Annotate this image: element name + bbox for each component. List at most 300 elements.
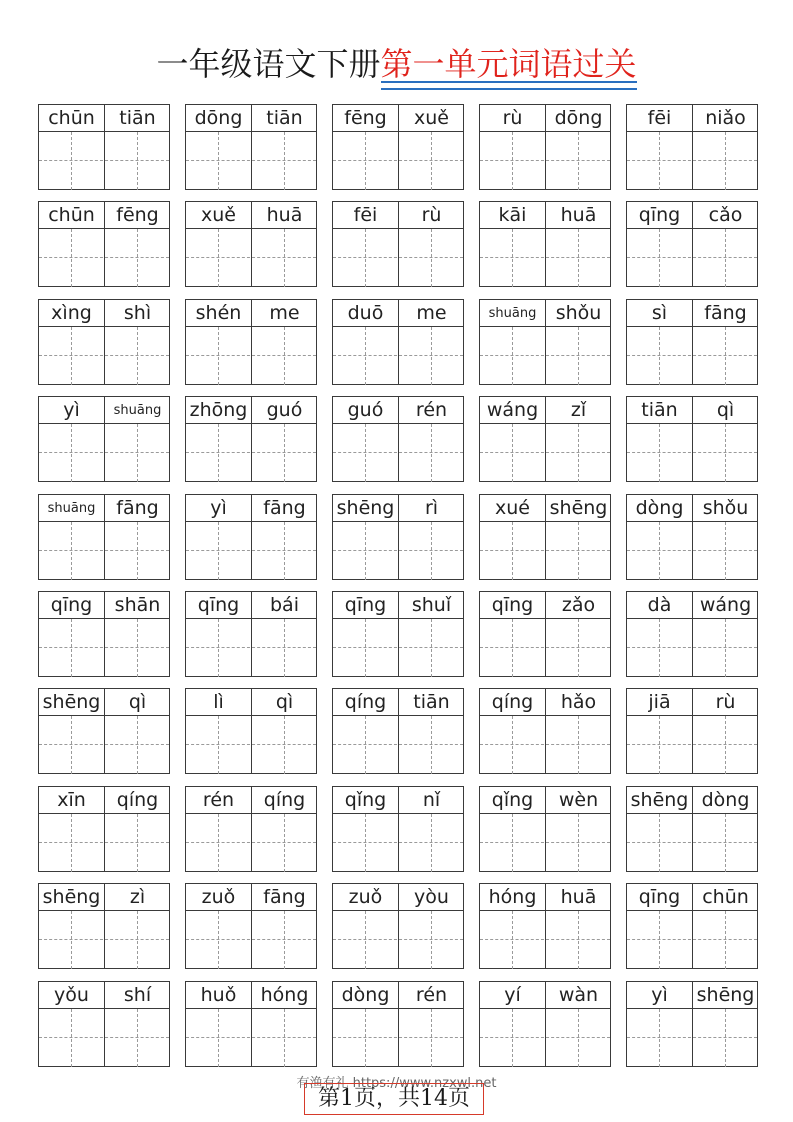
guide-line-horizontal	[333, 842, 463, 843]
pinyin-label: guó	[266, 399, 303, 421]
guide-line-vertical	[365, 424, 366, 482]
pinyin-label: yì	[651, 984, 668, 1006]
guide-line-horizontal	[39, 550, 169, 551]
guide-line-vertical	[284, 1009, 285, 1067]
guide-line-vertical	[218, 911, 219, 969]
guide-line-vertical	[137, 911, 138, 969]
guide-line-horizontal	[480, 939, 610, 940]
guide-line-vertical	[365, 619, 366, 677]
guide-line-vertical	[659, 814, 660, 872]
pinyin-label: duō	[347, 302, 384, 324]
guide-line-vertical	[725, 132, 726, 190]
pinyin-label: chūn	[702, 886, 749, 908]
pinyin-label: qǐng	[491, 789, 534, 811]
guide-line-horizontal	[333, 257, 463, 258]
word-box	[185, 299, 317, 385]
pinyin-label: fāng	[263, 497, 306, 519]
guide-line-horizontal	[480, 257, 610, 258]
word-box	[479, 981, 611, 1067]
guide-line-vertical	[71, 814, 72, 872]
word-box	[38, 104, 170, 190]
pinyin-label: fāng	[704, 302, 747, 324]
guide-line-horizontal	[480, 355, 610, 356]
pinyin-label: fēi	[353, 204, 378, 226]
guide-line-horizontal	[333, 1037, 463, 1038]
guide-line-vertical	[284, 619, 285, 677]
guide-line-horizontal	[627, 160, 757, 161]
guide-line-horizontal	[627, 939, 757, 940]
pinyin-label: zuǒ	[348, 886, 383, 908]
guide-line-vertical	[365, 522, 366, 580]
pinyin-label: rì	[424, 497, 439, 519]
guide-line-vertical	[365, 229, 366, 287]
pinyin-label: sì	[651, 302, 668, 324]
guide-line-vertical	[218, 1009, 219, 1067]
guide-line-vertical	[218, 327, 219, 385]
guide-line-vertical	[365, 911, 366, 969]
guide-line-vertical	[71, 619, 72, 677]
guide-line-vertical	[578, 911, 579, 969]
word-box	[38, 494, 170, 580]
guide-line-vertical	[71, 522, 72, 580]
pinyin-label: qíng	[116, 789, 159, 811]
pinyin-label: zǎo	[561, 594, 596, 616]
guide-line-vertical	[659, 619, 660, 677]
guide-line-vertical	[659, 132, 660, 190]
word-box	[38, 883, 170, 969]
pinyin-label: hǎo	[560, 691, 597, 713]
guide-line-vertical	[365, 814, 366, 872]
guide-line-vertical	[218, 132, 219, 190]
guide-line-horizontal	[333, 452, 463, 453]
guide-line-vertical	[578, 424, 579, 482]
guide-line-vertical	[725, 814, 726, 872]
guide-line-vertical	[137, 327, 138, 385]
guide-line-vertical	[431, 911, 432, 969]
guide-line-horizontal	[186, 452, 316, 453]
word-box	[38, 396, 170, 482]
pinyin-label: tiān	[641, 399, 678, 421]
guide-line-vertical	[512, 1009, 513, 1067]
guide-line-vertical	[137, 619, 138, 677]
word-box	[626, 299, 758, 385]
pinyin-label: shuāng	[488, 306, 537, 321]
guide-line-vertical	[218, 814, 219, 872]
word-box	[185, 981, 317, 1067]
guide-line-horizontal	[627, 257, 757, 258]
pinyin-label: kāi	[498, 204, 527, 226]
guide-line-horizontal	[186, 355, 316, 356]
guide-line-vertical	[71, 327, 72, 385]
guide-line-horizontal	[627, 452, 757, 453]
guide-line-horizontal	[186, 744, 316, 745]
page-title	[0, 44, 793, 84]
guide-line-vertical	[71, 132, 72, 190]
word-box	[332, 981, 464, 1067]
guide-line-vertical	[365, 327, 366, 385]
guide-line-horizontal	[333, 744, 463, 745]
pinyin-label: qǐng	[344, 789, 387, 811]
guide-line-horizontal	[333, 160, 463, 161]
word-box	[185, 883, 317, 969]
guide-line-horizontal	[333, 647, 463, 648]
pinyin-label: yòu	[414, 886, 449, 908]
pinyin-label: shì	[123, 302, 152, 324]
guide-line-vertical	[218, 229, 219, 287]
guide-line-vertical	[725, 716, 726, 774]
guide-line-vertical	[512, 327, 513, 385]
pinyin-label: fēng	[116, 204, 159, 226]
word-box	[479, 396, 611, 482]
pinyin-label: huā	[560, 886, 597, 908]
guide-line-vertical	[725, 229, 726, 287]
guide-line-vertical	[725, 424, 726, 482]
pinyin-label: cǎo	[708, 204, 743, 226]
guide-line-vertical	[284, 814, 285, 872]
guide-line-vertical	[431, 716, 432, 774]
word-box	[332, 688, 464, 774]
pinyin-label: xuě	[201, 204, 236, 226]
pinyin-label: shān	[114, 594, 161, 616]
guide-line-vertical	[137, 424, 138, 482]
guide-line-horizontal	[480, 647, 610, 648]
word-box	[332, 396, 464, 482]
pinyin-label: shēng	[630, 789, 689, 811]
pinyin-label: qíng	[263, 789, 306, 811]
word-box	[626, 104, 758, 190]
guide-line-horizontal	[333, 550, 463, 551]
word-box	[38, 688, 170, 774]
pinyin-label: shēng	[42, 886, 101, 908]
pinyin-label: huǒ	[200, 984, 237, 1006]
guide-line-horizontal	[333, 939, 463, 940]
guide-line-vertical	[365, 132, 366, 190]
word-box	[185, 396, 317, 482]
guide-line-vertical	[431, 424, 432, 482]
pinyin-label: rén	[415, 399, 448, 421]
pinyin-label: shén	[195, 302, 242, 324]
guide-line-vertical	[431, 132, 432, 190]
pinyin-label: yì	[63, 399, 80, 421]
guide-line-horizontal	[39, 939, 169, 940]
guide-line-horizontal	[186, 939, 316, 940]
guide-line-horizontal	[480, 744, 610, 745]
title-grade-part: 一年级语文下册	[156, 45, 381, 83]
word-box	[479, 299, 611, 385]
word-box	[479, 494, 611, 580]
word-box	[332, 201, 464, 287]
word-box	[479, 883, 611, 969]
guide-line-vertical	[512, 229, 513, 287]
word-box	[626, 591, 758, 677]
page-number-footer: 第1页，共14页	[304, 1083, 484, 1115]
word-box	[332, 494, 464, 580]
word-box	[479, 201, 611, 287]
pinyin-label: tiān	[119, 107, 156, 129]
word-box	[626, 688, 758, 774]
pinyin-label: zhōng	[189, 399, 248, 421]
guide-line-horizontal	[480, 1037, 610, 1038]
guide-line-horizontal	[333, 355, 463, 356]
pinyin-label: yì	[210, 497, 227, 519]
word-box	[185, 591, 317, 677]
guide-line-vertical	[512, 424, 513, 482]
guide-line-vertical	[71, 1009, 72, 1067]
pinyin-label: qīng	[197, 594, 240, 616]
guide-line-horizontal	[186, 842, 316, 843]
guide-line-vertical	[431, 619, 432, 677]
guide-line-vertical	[284, 716, 285, 774]
guide-line-vertical	[512, 132, 513, 190]
word-box	[332, 883, 464, 969]
guide-line-vertical	[137, 229, 138, 287]
guide-line-vertical	[71, 716, 72, 774]
pinyin-label: dòng	[341, 984, 390, 1006]
guide-line-horizontal	[627, 550, 757, 551]
guide-line-vertical	[365, 716, 366, 774]
pinyin-label: rù	[502, 107, 523, 129]
guide-line-vertical	[725, 911, 726, 969]
title-unit-part: 第一单元词语过关	[380, 45, 637, 83]
pinyin-label: fēng	[344, 107, 387, 129]
pinyin-label: xué	[495, 497, 530, 519]
guide-line-vertical	[512, 814, 513, 872]
pinyin-label: hóng	[260, 984, 309, 1006]
pinyin-label: xìng	[51, 302, 92, 324]
guide-line-horizontal	[627, 647, 757, 648]
guide-line-vertical	[578, 132, 579, 190]
pinyin-label: me	[416, 302, 447, 324]
guide-line-vertical	[137, 814, 138, 872]
word-box	[38, 981, 170, 1067]
guide-line-vertical	[512, 911, 513, 969]
pinyin-label: yí	[504, 984, 521, 1006]
pinyin-label: shuǐ	[411, 594, 452, 616]
pinyin-label: wèn	[558, 789, 599, 811]
word-box	[479, 591, 611, 677]
pinyin-label: dà	[647, 594, 672, 616]
pinyin-label: dōng	[194, 107, 243, 129]
guide-line-horizontal	[186, 160, 316, 161]
guide-line-vertical	[284, 229, 285, 287]
guide-line-horizontal	[627, 744, 757, 745]
word-box	[479, 104, 611, 190]
guide-line-horizontal	[627, 1037, 757, 1038]
pinyin-label: rén	[202, 789, 235, 811]
pinyin-label: me	[269, 302, 300, 324]
pinyin-label: yǒu	[54, 984, 89, 1006]
guide-line-vertical	[284, 132, 285, 190]
guide-line-vertical	[431, 229, 432, 287]
pinyin-label: qì	[275, 691, 294, 713]
watermark-text: 有渔有礼 https://www.nzxwl.net	[296, 1076, 497, 1091]
word-box	[185, 201, 317, 287]
guide-line-vertical	[284, 911, 285, 969]
guide-line-vertical	[659, 911, 660, 969]
pinyin-label: rù	[715, 691, 736, 713]
pinyin-label: qīng	[638, 204, 681, 226]
pinyin-label: qíng	[491, 691, 534, 713]
pinyin-label: shēng	[696, 984, 755, 1006]
pinyin-label: shēng	[42, 691, 101, 713]
pinyin-label: guó	[347, 399, 384, 421]
word-box	[626, 786, 758, 872]
pinyin-label: wáng	[486, 399, 539, 421]
pinyin-label: huā	[560, 204, 597, 226]
pinyin-label: tiān	[413, 691, 450, 713]
word-box	[38, 299, 170, 385]
pinyin-label: fēi	[647, 107, 672, 129]
guide-line-vertical	[659, 1009, 660, 1067]
word-box	[626, 883, 758, 969]
pinyin-label: shǒu	[555, 302, 602, 324]
guide-line-horizontal	[186, 550, 316, 551]
guide-line-vertical	[512, 716, 513, 774]
pinyin-label: nǐ	[422, 789, 441, 811]
pinyin-label: fāng	[116, 497, 159, 519]
guide-line-vertical	[578, 327, 579, 385]
pinyin-label: shí	[123, 984, 152, 1006]
guide-line-horizontal	[480, 842, 610, 843]
pinyin-label: zǐ	[570, 399, 587, 421]
word-box	[38, 201, 170, 287]
guide-line-horizontal	[39, 842, 169, 843]
word-box	[479, 786, 611, 872]
guide-line-vertical	[284, 424, 285, 482]
pinyin-label: niǎo	[705, 107, 746, 129]
guide-line-vertical	[578, 814, 579, 872]
guide-line-vertical	[659, 424, 660, 482]
pinyin-label: xīn	[57, 789, 86, 811]
pinyin-label: huā	[266, 204, 303, 226]
word-box	[332, 299, 464, 385]
guide-line-vertical	[578, 522, 579, 580]
pinyin-label: xuě	[414, 107, 449, 129]
guide-line-horizontal	[39, 257, 169, 258]
pinyin-label: wàn	[558, 984, 599, 1006]
pinyin-label: wáng	[699, 594, 752, 616]
pinyin-label: shǒu	[702, 497, 749, 519]
pinyin-label: dōng	[554, 107, 603, 129]
guide-line-vertical	[659, 229, 660, 287]
word-box	[185, 688, 317, 774]
guide-line-horizontal	[186, 257, 316, 258]
guide-line-vertical	[578, 619, 579, 677]
word-box	[626, 494, 758, 580]
guide-line-horizontal	[186, 1037, 316, 1038]
guide-line-vertical	[218, 619, 219, 677]
word-box	[185, 104, 317, 190]
guide-line-horizontal	[39, 160, 169, 161]
guide-line-vertical	[725, 327, 726, 385]
pinyin-label: qīng	[638, 886, 681, 908]
pinyin-label: dòng	[701, 789, 750, 811]
guide-line-vertical	[578, 229, 579, 287]
guide-line-vertical	[512, 619, 513, 677]
guide-line-horizontal	[39, 452, 169, 453]
guide-line-horizontal	[480, 160, 610, 161]
word-box	[38, 591, 170, 677]
pinyin-label: bái	[270, 594, 299, 616]
guide-line-vertical	[218, 716, 219, 774]
guide-line-vertical	[137, 522, 138, 580]
pinyin-label: chūn	[48, 204, 95, 226]
pinyin-label: lì	[213, 691, 224, 713]
word-box	[626, 396, 758, 482]
guide-line-horizontal	[627, 355, 757, 356]
pinyin-label: tiān	[266, 107, 303, 129]
guide-line-horizontal	[39, 355, 169, 356]
guide-line-vertical	[365, 1009, 366, 1067]
guide-line-vertical	[431, 814, 432, 872]
pinyin-label: shuāng	[47, 501, 96, 516]
guide-line-horizontal	[480, 452, 610, 453]
guide-line-vertical	[431, 1009, 432, 1067]
guide-line-vertical	[218, 424, 219, 482]
guide-line-vertical	[659, 716, 660, 774]
pinyin-label: rù	[421, 204, 442, 226]
guide-line-vertical	[71, 424, 72, 482]
pinyin-label: qíng	[344, 691, 387, 713]
pinyin-label: shēng	[549, 497, 608, 519]
pinyin-label: qīng	[50, 594, 93, 616]
pinyin-label: zì	[129, 886, 146, 908]
pinyin-label: qīng	[344, 594, 387, 616]
word-box	[38, 786, 170, 872]
word-box	[479, 688, 611, 774]
guide-line-vertical	[431, 522, 432, 580]
word-box	[185, 494, 317, 580]
word-box	[332, 786, 464, 872]
guide-line-vertical	[578, 716, 579, 774]
guide-line-vertical	[431, 327, 432, 385]
guide-line-vertical	[284, 522, 285, 580]
pinyin-label: fāng	[263, 886, 306, 908]
word-box	[332, 591, 464, 677]
pinyin-label: jiā	[648, 691, 671, 713]
pinyin-label: hóng	[488, 886, 537, 908]
pinyin-label: zuǒ	[201, 886, 236, 908]
pinyin-label: dòng	[635, 497, 684, 519]
guide-line-vertical	[725, 1009, 726, 1067]
guide-line-horizontal	[39, 1037, 169, 1038]
guide-line-vertical	[725, 619, 726, 677]
guide-line-vertical	[284, 327, 285, 385]
guide-line-vertical	[137, 716, 138, 774]
guide-line-vertical	[71, 911, 72, 969]
guide-line-vertical	[137, 132, 138, 190]
guide-line-horizontal	[627, 842, 757, 843]
guide-line-vertical	[578, 1009, 579, 1067]
pinyin-label: shuāng	[113, 403, 162, 418]
guide-line-vertical	[659, 327, 660, 385]
pinyin-label: qì	[716, 399, 735, 421]
pinyin-label: qīng	[491, 594, 534, 616]
word-box	[626, 981, 758, 1067]
pinyin-label: shēng	[336, 497, 395, 519]
guide-line-vertical	[659, 522, 660, 580]
guide-line-horizontal	[186, 647, 316, 648]
word-box	[626, 201, 758, 287]
word-box	[332, 104, 464, 190]
pinyin-label: rén	[415, 984, 448, 1006]
guide-line-horizontal	[39, 744, 169, 745]
pinyin-label: qì	[128, 691, 147, 713]
word-box	[185, 786, 317, 872]
guide-line-vertical	[512, 522, 513, 580]
guide-line-vertical	[725, 522, 726, 580]
guide-line-vertical	[137, 1009, 138, 1067]
